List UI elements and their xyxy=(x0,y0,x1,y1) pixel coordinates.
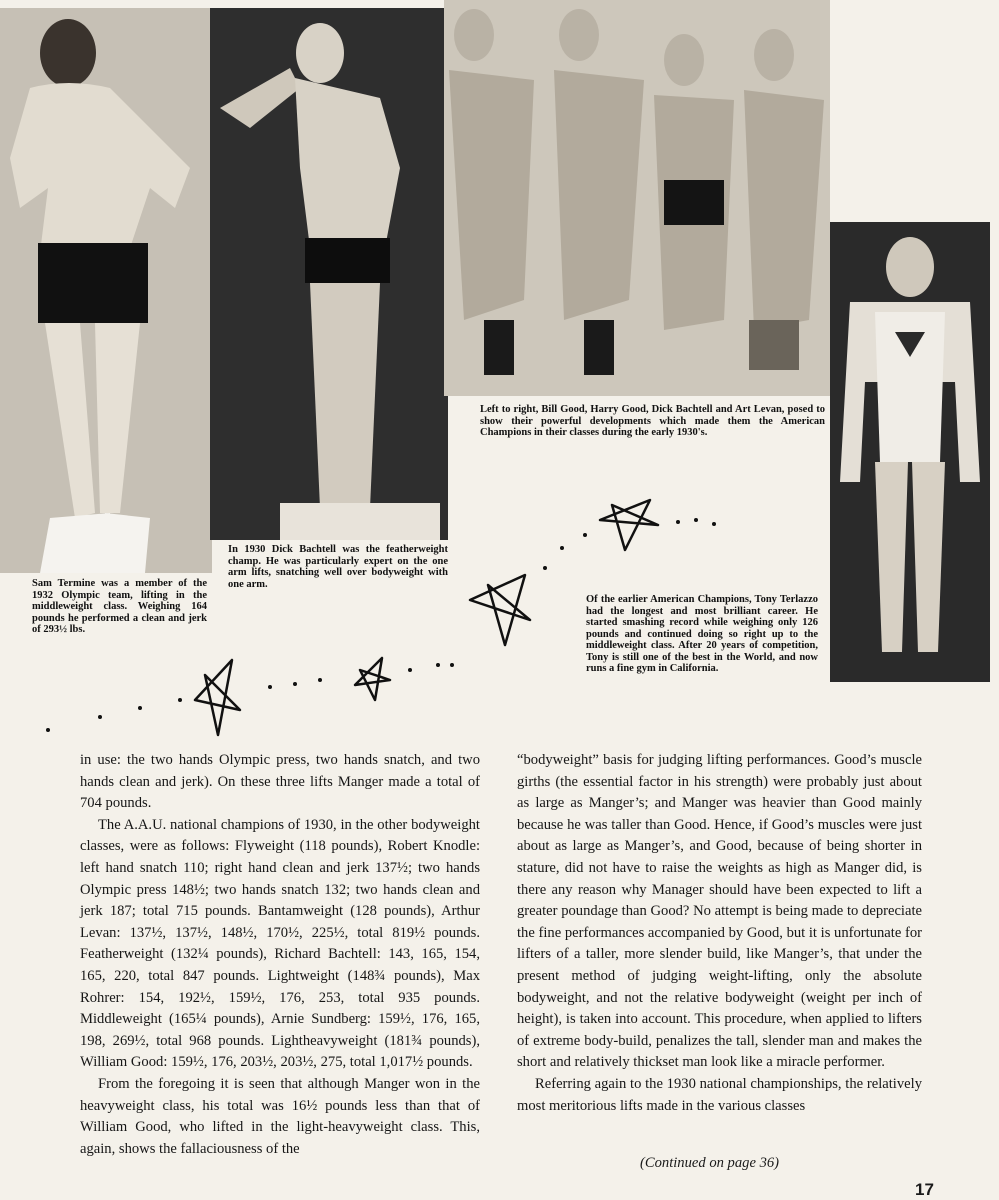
article-paragraph: From the foregoing it is seen that although Manger won in the heavyweight class, his total was 16½ pounds less than that of William Good, who lifted in the light-heavyweight class. This, again, shows the fallaciousness of the xyxy=(80,1075,480,1157)
photo-dick-bachtell xyxy=(210,8,448,540)
photo-group-champions xyxy=(444,0,830,396)
article-paragraph: in use: the two hands Olympic press, two hands snatch, and two hands clean and jerk). On these three lifts Manger made a total of 704 pounds. xyxy=(80,752,480,812)
page-number: 17 xyxy=(915,1180,934,1199)
photo-sam-termine xyxy=(0,8,212,573)
article-column-left xyxy=(80,750,480,1160)
caption-dick-bachtell: In 1930 Dick Bachtell was the featherweight champ. He was particularly expert on the one arm lifts, snatching well over bodyweight with one arm. xyxy=(228,544,448,590)
article-paragraph: Referring again to the 1930 national championships, the relatively most meritorious lifts made in the various classes xyxy=(517,1075,922,1114)
article-paragraph: The A.A.U. national champions of 1930, in the other bodyweight classes, were as follows: Flyweight (118 pounds), Robert Knodle: left hand snatch 110; right hand clean and jerk 137½; two hands Olympic press 148½; two hands snatch 132; two hands clean and jerk 187; total 715 pounds. Bantamweight (128 pounds), Arthur Levan: 137½, 137½, 148½, 170½, 225½, total 819½ pounds. Featherweight (132¼ pounds), Richard Bachtell: 143, 165, 154, 165, 220, total 847 pounds. Lightweight (148¾ pounds), Max Rohrer: 154, 192½, 159½, 176, 253, total 935 pounds. Middleweight (165¼ pounds), Arnie Sundberg: 159½, 176, 165, 198, 269½, total 968 pounds. Lightheavyweight (181¾ pounds), William Good: 159½, 176, 203½, 203½, 275, total 1,017½ pounds. xyxy=(80,816,480,1071)
caption-group-champions: Left to right, Bill Good, Harry Good, Dick Bachtell and Art Levan, posed to show their powerful developments which made them the American Champions in their classes during the early 1930's. xyxy=(480,404,825,438)
caption-tony-terlazzo: Of the earlier American Champions, Tony Terlazzo had the longest and most brilliant career. He started smashing record while weighing only 126 pounds and continued doing so right up to the middleweight class. After 20 years of competition, Tony is still one of the best in the World, and now runs a fine gym in California. xyxy=(586,594,818,674)
continued-note: (Continued on page 36) xyxy=(640,1155,780,1171)
article-paragraph: “bodyweight” basis for judging lifting performances. Good’s muscle girths (the essential factor in his strength) were probably just about as large as Manger’s; and Manger was heavier than Good mainly because he was taller than Good. Hence, if Good’s muscles were just about as large as Manger’s, and Good, because of being shorter in stature, did not have to raise the weights as high as Manger did, is there any reason why Manager should have been expected to lift a greater poundage than Good? No attempt is being made to depreciate the fine performances accompanied by Good, but it is unfortunate for lifters of a taller, more slender build, like Manger’s, that under the present method of judging weight-lifting, only the absolute bodyweight, and not the relative bodyweight (weight per inch of height), is taken into account. This procedure, when applied to lifters of extreme body-build, penalizes the tall, slender man and makes the short and relatively thickset man look like a miracle performer. xyxy=(517,752,922,1071)
article-column-right xyxy=(517,750,922,1117)
photo-tony-terlazzo xyxy=(830,222,990,682)
caption-sam-termine: Sam Termine was a member of the 1932 Olympic team, lifting in the middleweight class. Weighing 164 pounds he performed a clean and jerk of 293½ lbs. xyxy=(32,578,207,635)
